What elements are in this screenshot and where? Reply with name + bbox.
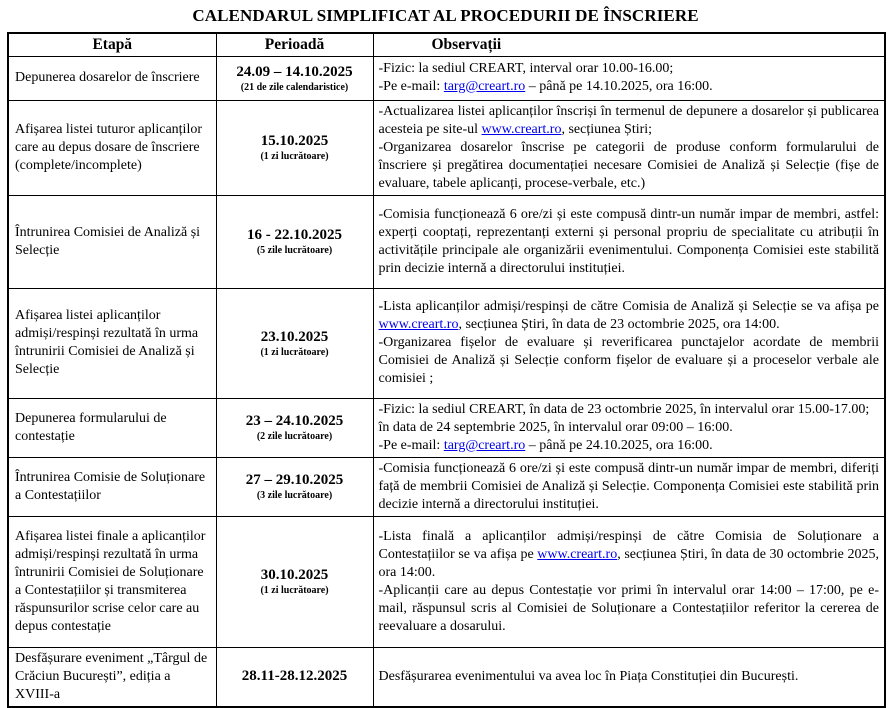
stage-cell: Întrunirea Comisiei de Analiză și Selecție	[8, 195, 216, 288]
observation-paragraph	[379, 60, 880, 78]
hyperlink[interactable]: www.creart.ro	[537, 546, 618, 562]
period-cell	[216, 516, 373, 647]
observation-text: , secțiunea Știri, în data de 23 octombrie 2025, ora 14:00.	[458, 317, 780, 332]
hyperlink[interactable]: www.creart.ro	[378, 317, 459, 332]
period-cell	[216, 457, 373, 516]
period-duration: (1 zi lucrătoare)	[260, 151, 329, 162]
observation-paragraph	[379, 668, 880, 686]
period-dates: 23.10.2025	[260, 328, 329, 345]
observation-text: -Comisia funcționează 6 ore/zi și este compusă dintr-un număr impar de membri, diferiți față de membrii Comisiei de Analiză și Selecție. Componența Comisiei este stabilită prin decizie internă a directorului instituției.	[378, 460, 879, 512]
observation-paragraph	[379, 139, 880, 193]
observation-text: – până pe 14.10.2025, ora 16:00.	[525, 79, 713, 94]
observation-text: – până pe 24.10.2025, ora 16:00.	[525, 437, 713, 453]
stage-cell: Afișarea listei tuturor aplicanților care au depus dosare de înscriere (complete/incomplete)	[8, 100, 216, 195]
observation-text: -Actualizarea listei aplicanților înscriși în termenul de depunere a dosarelor și publicarea acesteia pe site-ul	[378, 103, 879, 137]
observations-cell	[373, 288, 885, 398]
period-duration: (2 zile lucrătoare)	[256, 431, 333, 442]
stage-cell: Depunerea formularului de contestație	[8, 398, 216, 457]
table-row	[8, 56, 885, 100]
observation-text: -Aplicanții care au depus Contestație vor primi în intervalul orar 14:00 – 17:00, pe e-mail, răspunsul scris al Comisiei de Soluționare a Contestațiilor referitor la cererea de reevaluare a dosarului.	[378, 582, 879, 634]
observation-paragraph	[379, 460, 880, 514]
observations-cell	[373, 195, 885, 288]
observation-text: -Lista aplicanților admiși/respinși de către Comisia de Analiză și Selecție se va afișa pe	[378, 299, 879, 314]
period-duration: (5 zile lucrătoare)	[256, 245, 333, 256]
period-dates: 30.10.2025	[260, 567, 329, 583]
observation-text: , secțiunea Știri;	[561, 121, 653, 137]
col-header-observatii: Observații	[373, 33, 885, 56]
table-row	[8, 457, 885, 516]
table-row	[8, 398, 885, 457]
observation-text: Desfășurarea evenimentului va avea loc în Piața Constituției din București.	[378, 668, 799, 684]
period-duration: (1 zi lucrătoare)	[260, 346, 329, 358]
observation-text: -Pe e-mail:	[378, 437, 444, 453]
hyperlink[interactable]: targ@creart.ro	[443, 79, 526, 94]
observations-cell	[373, 100, 885, 195]
table-row	[8, 100, 885, 195]
observation-text: -Pe e-mail:	[378, 79, 444, 94]
period-dates: 27 – 29.10.2025	[245, 472, 344, 488]
period-dates: 28.11-28.12.2025	[241, 668, 348, 684]
table-row	[8, 516, 885, 647]
observation-text: -Comisia funcționează 6 ore/zi și este compusă dintr-un număr impar de membri, astfel: experți cooptați, reprezentanți externi și personal propriu de specialitate cu atribuții în activitățile principale ale organizării evenimentului. Componența Comisiei este stabilită prin decizie internă a directorului instituției.	[378, 206, 879, 276]
observation-paragraph	[379, 334, 880, 388]
observation-paragraph	[379, 103, 880, 139]
observation-text: -Lista finală a aplicanților admiși/respinși de către Comisia de Soluționare a Contestațiilor se va afișa pe	[378, 528, 879, 562]
observation-paragraph	[379, 298, 880, 334]
period-duration: (21 de zile calendaristice)	[240, 81, 349, 93]
table-row	[8, 647, 885, 707]
period-cell	[216, 647, 373, 707]
period-cell	[216, 56, 373, 100]
observations-cell	[373, 457, 885, 516]
period-cell	[216, 398, 373, 457]
page-title: CALENDARUL SIMPLIFICAT AL PROCEDURII DE ÎNSCRIERE	[192, 6, 699, 25]
col-header-etapa: Etapă	[8, 33, 216, 56]
observation-paragraph	[379, 401, 880, 437]
hyperlink[interactable]: targ@creart.ro	[443, 437, 526, 453]
period-dates: 24.09 – 14.10.2025	[236, 63, 353, 80]
observation-text: -Fizic: la sediul CREART, în data de 23 octombrie 2025, în intervalul orar 15.00-17.00; în data de 24 septembrie 2025, în intervalul orar 09:00 – 16:00.	[378, 401, 870, 435]
observation-paragraph	[379, 78, 880, 96]
period-dates: 23 – 24.10.2025	[245, 413, 344, 429]
observation-text: , secțiunea Știri, în data de 30 octombrie 2025, ora 14:00.	[378, 546, 879, 580]
observation-paragraph	[379, 206, 880, 278]
period-cell	[216, 100, 373, 195]
period-duration: (1 zi lucrătoare)	[260, 585, 329, 596]
table-row	[8, 288, 885, 398]
observation-paragraph	[379, 437, 880, 455]
calendar-table-body	[8, 56, 885, 707]
stage-cell: Desfășurare eveniment „Târgul de Crăciun București”, ediția a XVIII-a	[8, 647, 216, 707]
observation-text: -Fizic: la sediul CREART, interval orar 10.00-16.00;	[378, 61, 674, 76]
period-dates: 16 - 22.10.2025	[247, 227, 342, 243]
observation-paragraph	[379, 582, 880, 636]
observations-cell	[373, 516, 885, 647]
stage-cell: Întrunirea Comisie de Soluționare a Contestațiilor	[8, 457, 216, 516]
observation-text: -Organizarea fișelor de evaluare și reverificarea punctajelor acordate de membrii Comisiei de Analiză și Selecție conform fișelor de evaluare și a proceselor verbale ale comisiei ;	[378, 335, 879, 386]
observation-text: -Organizarea dosarelor înscrise pe categorii de produse conform formularului de înscriere și pregătirea documentației necesare Comisiei de Analiză și Selecție (fișe de evaluare, tabele aplicanți, procese-verbale, etc.)	[378, 139, 879, 191]
period-duration: (3 zile lucrătoare)	[256, 490, 333, 501]
observation-paragraph	[379, 528, 880, 582]
table-row	[8, 195, 885, 288]
observations-cell	[373, 56, 885, 100]
header-row	[8, 33, 885, 56]
period-cell	[216, 195, 373, 288]
stage-cell: Afișarea listei aplicanților admiși/respinși rezultată în urma întrunirii Comisiei de Analiză și Selecție	[8, 288, 216, 398]
period-dates: 15.10.2025	[260, 133, 329, 149]
stage-cell: Afișarea listei finale a aplicanților admiși/respinși rezultată în urma întrunirii Comisiei de Soluționare a Contestațiilor și transmiterea răspunsurilor scrise celor care au depus contestație	[8, 516, 216, 647]
calendar-table	[7, 32, 886, 708]
hyperlink[interactable]: www.creart.ro	[481, 121, 562, 137]
col-header-perioada: Perioadă	[216, 33, 373, 56]
observations-cell	[373, 647, 885, 707]
period-cell	[216, 288, 373, 398]
stage-cell: Depunerea dosarelor de înscriere	[8, 56, 216, 100]
observations-cell	[373, 398, 885, 457]
